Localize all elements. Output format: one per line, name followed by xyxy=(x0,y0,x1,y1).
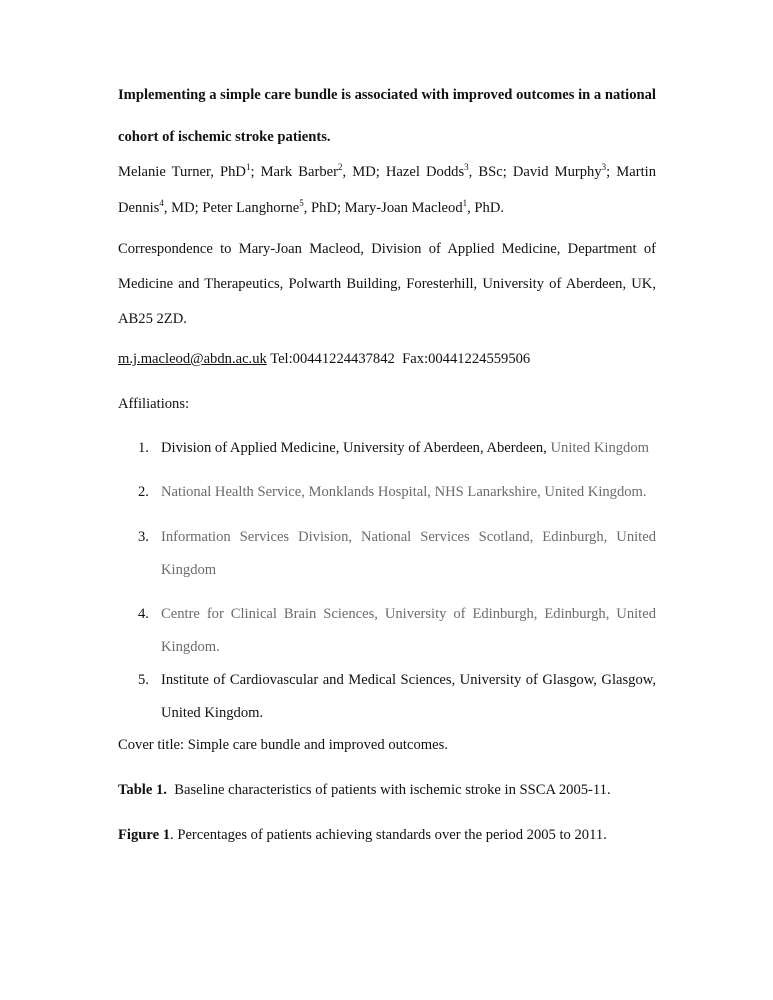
caption-label: Table 1. xyxy=(118,782,167,798)
affiliation-sup: 5 xyxy=(299,198,304,209)
figure-caption xyxy=(118,827,656,844)
affiliation-sup: 1 xyxy=(245,162,251,173)
affiliation-sup: 3 xyxy=(464,162,469,173)
cover-title: Cover title: Simple care bundle and improved outcomes. xyxy=(118,737,448,753)
affiliation-sup: 2 xyxy=(338,162,343,173)
affiliation-text: Division of Applied Medicine, University of Aberdeen, Aberdeen, xyxy=(161,440,547,456)
affiliation-text: Centre for Clinical Brain Sciences, University of Edinburgh, Edinburgh, United Kingdom. xyxy=(161,606,656,655)
affiliation-text: National Health Service, Monklands Hospital, NHS Lanarkshire, United Kingdom. xyxy=(161,484,647,500)
affiliation-sup: 3 xyxy=(601,162,607,173)
affiliation-item xyxy=(138,664,656,730)
contact-line xyxy=(118,351,656,368)
author-text: , PhD. xyxy=(467,200,505,216)
table-caption xyxy=(118,782,656,799)
list-number: 4. xyxy=(138,606,149,622)
caption-text: Baseline characteristics of patients with ischemic stroke in SSCA 2005-11. xyxy=(166,782,611,798)
author-text: , BSc; David Murphy xyxy=(468,164,602,180)
list-number: 1. xyxy=(138,440,149,456)
affiliation-text: United Kingdom xyxy=(546,440,649,456)
affiliations-heading: Affiliations: xyxy=(118,396,190,412)
author-text: , PhD; Mary-Joan Macleod xyxy=(303,200,463,216)
affiliation-sup: 4 xyxy=(159,198,164,209)
list-number: 5. xyxy=(138,672,149,688)
author-text: ; Mark Barber xyxy=(250,164,338,180)
affiliation-text: Information Services Division, National Services Scotland, Edinburgh, United Kingdom xyxy=(161,529,656,578)
fax: Fax:00441224559506 xyxy=(402,351,531,367)
author-text: , MD; Peter Langhorne xyxy=(163,200,300,216)
author-list xyxy=(118,154,656,226)
affiliation-item xyxy=(138,476,656,509)
list-number: 3. xyxy=(138,529,149,545)
affiliation-sup: 1 xyxy=(462,198,468,209)
author-text: ; Martin Dennis xyxy=(118,164,656,216)
caption-label: Figure 1 xyxy=(118,827,171,843)
author-text: Melanie Turner, PhD xyxy=(118,164,246,180)
affiliation-item xyxy=(138,432,656,465)
email-link[interactable]: m.j.macleod@abdn.ac.uk xyxy=(118,351,267,367)
correspondence: Correspondence to Mary-Joan Macleod, Division of Applied Medicine, Department of Medicine and Therapeutics, Polwarth Building, Foresterhill, University of Aberdeen, UK, AB25 2ZD. xyxy=(118,241,656,327)
affiliation-text: Institute of Cardiovascular and Medical Sciences, University of Glasgow, Glasgow, United Kingdom. xyxy=(161,672,656,721)
telephone: Tel:00441224437842 xyxy=(270,351,395,367)
caption-text: . Percentages of patients achieving standards over the period 2005 to 2011. xyxy=(170,827,607,843)
affiliation-item xyxy=(138,521,656,587)
author-text: , MD; Hazel Dodds xyxy=(342,164,465,180)
list-number: 2. xyxy=(138,484,149,500)
paper-title: Implementing a simple care bundle is associated with improved outcomes in a national cohort of ischemic stroke patients. xyxy=(118,87,656,145)
affiliation-item xyxy=(138,598,656,664)
